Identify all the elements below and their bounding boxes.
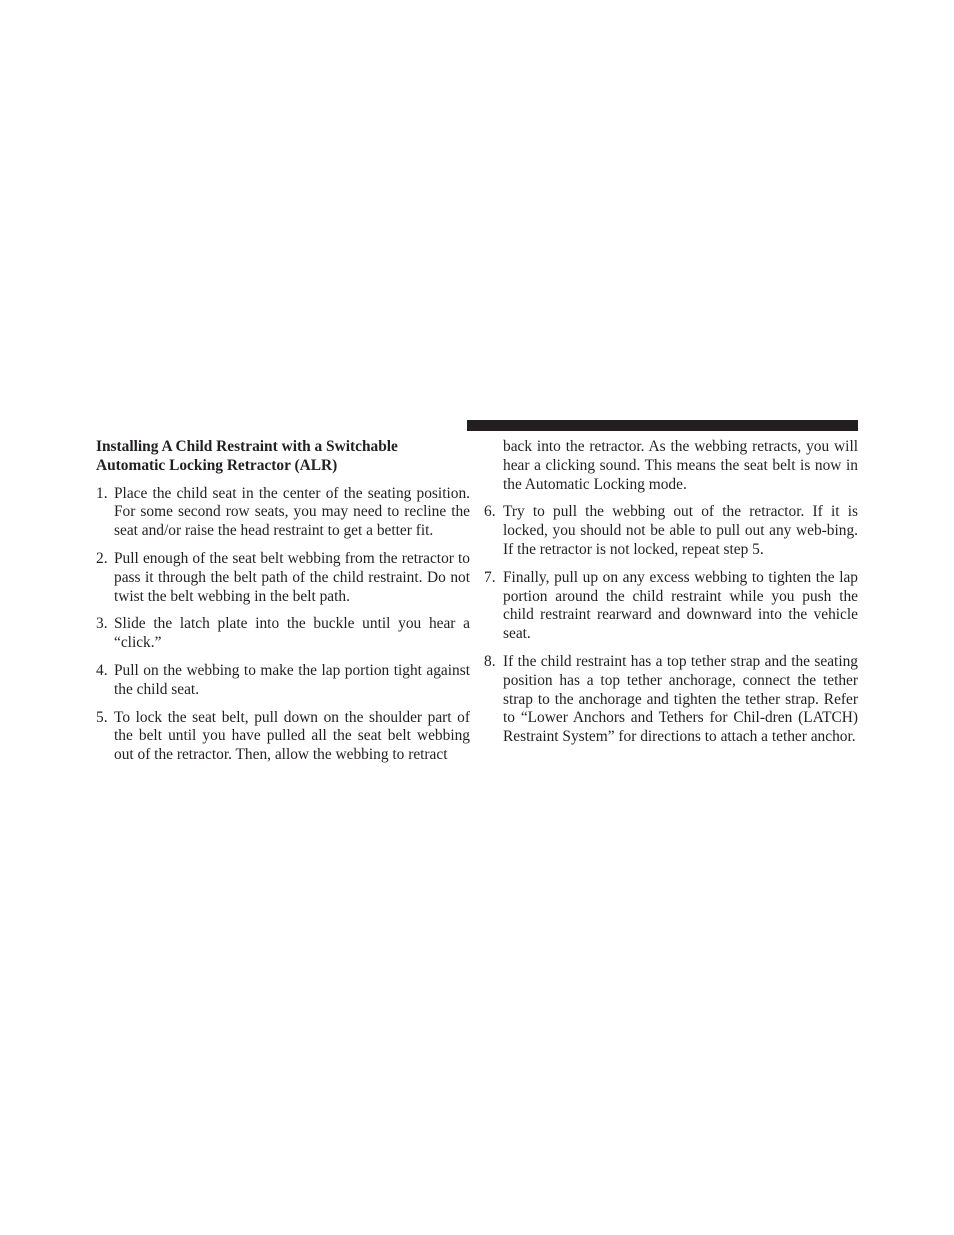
list-item-step-2 (96, 550, 470, 606)
list-item-step-1 (96, 485, 470, 541)
step-number: 3. (96, 615, 108, 633)
left-column (96, 438, 470, 774)
step-text: Pull enough of the seat belt webbing from the retractor to pass it through the belt path of the child restraint. Do not twist the belt webbing in the belt path. (114, 549, 470, 605)
step-text: Slide the latch plate into the buckle until you hear a “click.” (114, 615, 470, 652)
step-number: 6. (484, 503, 496, 521)
step-number: 7. (484, 568, 496, 586)
list-item-step-6 (484, 503, 858, 559)
list-item-step-8 (484, 653, 858, 747)
step-text: Pull on the webbing to make the lap portion tight against the child seat. (114, 661, 470, 698)
steps-list-left (96, 485, 470, 765)
list-item-step-3 (96, 615, 470, 653)
list-item-step-7 (484, 569, 858, 644)
step-5-continued-text: back into the retractor. As the webbing retracts, you will hear a clicking sound. This means the seat belt is now in the Automatic Locking mode. (503, 438, 858, 493)
list-item-step-4 (96, 662, 470, 700)
step-number: 5. (96, 708, 108, 726)
step-text: If the child restraint has a top tether strap and the seating position has a top tether anchorage, connect the tether strap to the anchorage and tighten the tether strap. Refer to “Lower Anchors and Tethers for Chil-dren (LATCH) Restraint System” for directions to attach a tether anchor. (503, 652, 858, 746)
steps-list-right (484, 503, 858, 747)
section-heading: Installing A Child Restraint with a Switchable Automatic Locking Retractor (ALR) (96, 438, 398, 474)
step-text: Place the child seat in the center of the seating position. For some second row seats, you may need to recline the seat and/or raise the head restraint to get a better fit. (114, 484, 470, 540)
list-item-step-5 (96, 709, 470, 765)
right-column (484, 438, 858, 756)
step-text: Try to pull the webbing out of the retractor. If it is locked, you should not be able to pull out any web-bing. If the retractor is not locked, repeat step 5. (503, 503, 858, 558)
step-number: 8. (484, 652, 496, 670)
step-number: 1. (96, 484, 108, 502)
step-text: To lock the seat belt, pull down on the shoulder part of the belt until you have pulled all the seat belt webbing out of the retractor. Then, allow the webbing to retract (114, 708, 470, 764)
step-number: 2. (96, 549, 108, 567)
step-text: Finally, pull up on any excess webbing to tighten the lap portion around the child restraint while you push the child restraint rearward and downward into the vehicle seat. (503, 568, 858, 643)
step-number: 4. (96, 661, 108, 679)
header-rule (467, 420, 858, 431)
